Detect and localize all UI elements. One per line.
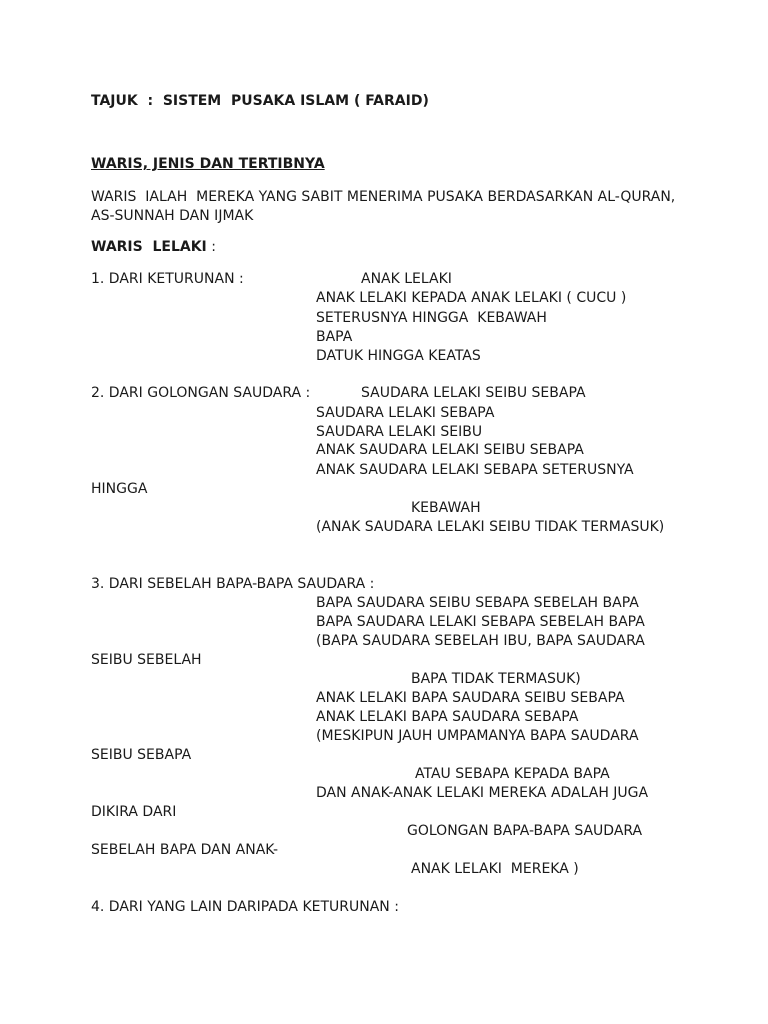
intro-line-2: AS-SUNNAH DAN IJMAK [91, 208, 254, 224]
group3-item: BAPA SAUDARA SEIBU SEBAPA SEBELAH BAPA [316, 595, 639, 611]
group1-item: DATUK HINGGA KEATAS [316, 348, 481, 364]
group2-item: (ANAK SAUDARA LELAKI SEIBU TIDAK TERMASUK) [316, 519, 665, 535]
group2-item: SAUDARA LELAKI SEBAPA [316, 405, 495, 421]
group3-item: SEBELAH BAPA DAN ANAK- [91, 842, 279, 858]
group3-item: ATAU SEBAPA KEPADA BAPA [415, 766, 610, 782]
group3-item: ANAK LELAKI BAPA SAUDARA SEBAPA [316, 709, 579, 725]
waris-lelaki-label: WARIS LELAKI [91, 239, 207, 255]
group2-item: ANAK SAUDARA LELAKI SEBAPA SETERUSNYA [316, 462, 634, 478]
intro-line-1: WARIS IALAH MEREKA YANG SABIT MENERIMA PUSAKA BERDASARKAN AL-QURAN, [91, 189, 676, 205]
group2-item: SAUDARA LELAKI SEIBU SEBAPA [361, 385, 586, 401]
group3-item: DAN ANAK-ANAK LELAKI MEREKA ADALAH JUGA [316, 785, 649, 801]
group3-item: SEIBU SEBELAH [91, 652, 202, 668]
group3-item: BAPA SAUDARA LELAKI SEBAPA SEBELAH BAPA [316, 614, 645, 630]
group2-item: HINGGA [91, 481, 148, 497]
group3-item: ANAK LELAKI MEREKA ) [411, 861, 579, 877]
group2-label: 2. DARI GOLONGAN SAUDARA : [91, 385, 311, 401]
group3-item: (BAPA SAUDARA SEBELAH IBU, BAPA SAUDARA [316, 633, 645, 649]
group3-label: 3. DARI SEBELAH BAPA-BAPA SAUDARA : [91, 576, 375, 592]
group3-item: BAPA TIDAK TERMASUK) [411, 671, 581, 687]
group2-item: SAUDARA LELAKI SEIBU [316, 424, 483, 440]
group3-item: GOLONGAN BAPA-BAPA SAUDARA [407, 823, 643, 839]
group1-label: 1. DARI KETURUNAN : [91, 271, 244, 287]
group3-item: (MESKIPUN JAUH UMPAMANYA BAPA SAUDARA [316, 728, 639, 744]
group1-item: BAPA [316, 329, 353, 345]
group1-item: SETERUSNYA HINGGA KEBAWAH [316, 310, 547, 326]
waris-lelaki-heading [91, 238, 216, 256]
group3-item: SEIBU SEBAPA [91, 747, 192, 763]
group2-item: ANAK SAUDARA LELAKI SEIBU SEBAPA [316, 442, 584, 458]
group3-item: ANAK LELAKI BAPA SAUDARA SEIBU SEBAPA [316, 690, 625, 706]
group3-item: DIKIRA DARI [91, 804, 177, 820]
group2-item: KEBAWAH [411, 500, 481, 516]
document-title: TAJUK : SISTEM PUSAKA ISLAM ( FARAID) [91, 93, 429, 109]
group1-item: ANAK LELAKI [361, 271, 452, 287]
section-heading: WARIS, JENIS DAN TERTIBNYA [91, 156, 325, 172]
group4-label: 4. DARI YANG LAIN DARIPADA KETURUNAN : [91, 899, 399, 915]
group1-item: ANAK LELAKI KEPADA ANAK LELAKI ( CUCU ) [316, 290, 627, 306]
waris-lelaki-colon: : [206, 239, 216, 255]
